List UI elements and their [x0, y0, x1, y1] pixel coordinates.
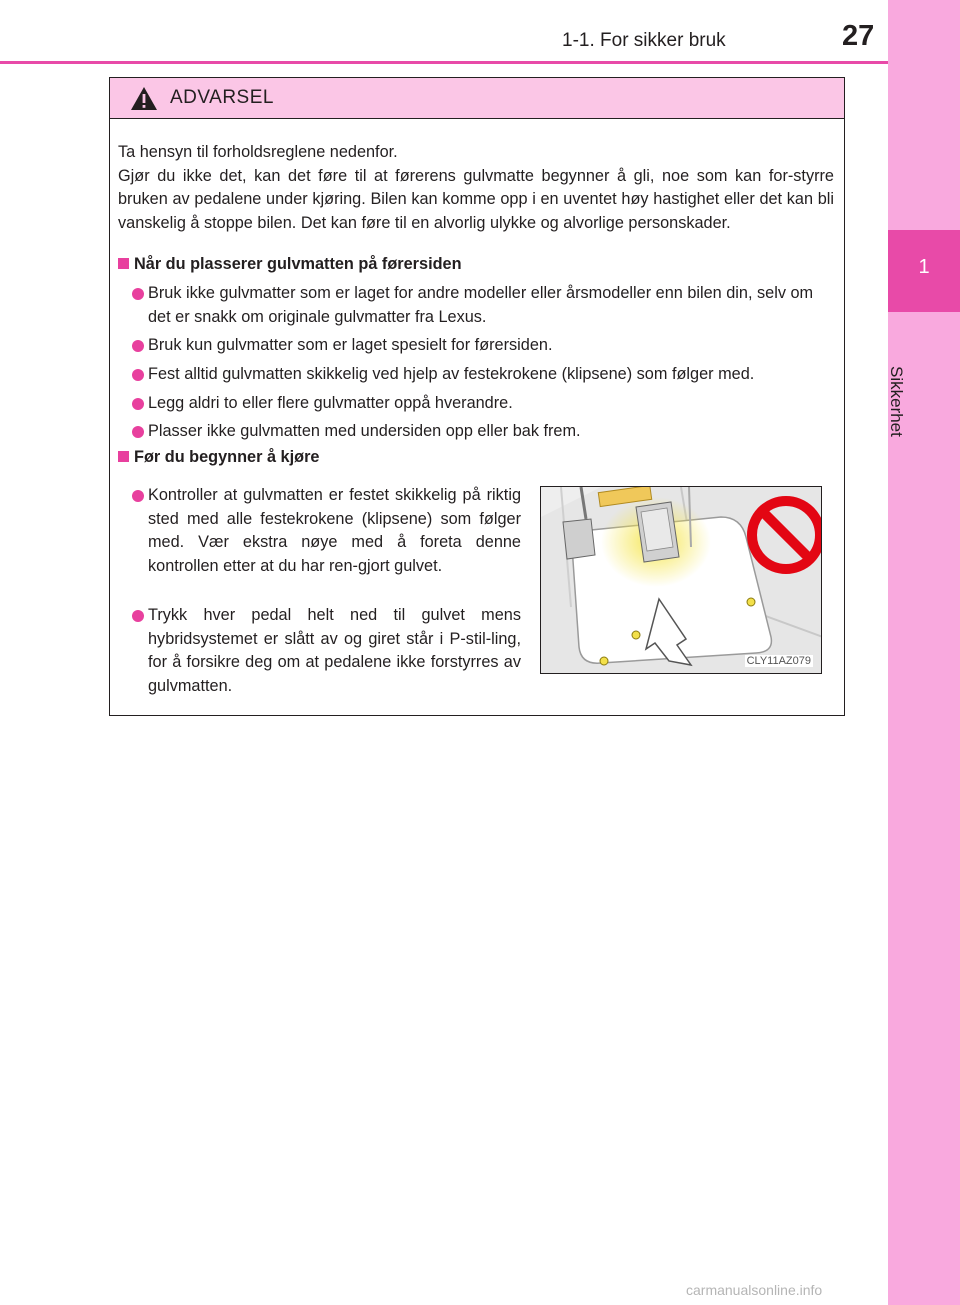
side-strip: [888, 0, 960, 1305]
list-item: [132, 282, 840, 329]
round-bullet-icon: [132, 369, 144, 381]
list-item-text: Plasser ikke gulvmatten med undersiden opp eller bak frem.: [148, 422, 581, 440]
section-heading-text: Før du begynner å kjøre: [134, 448, 320, 466]
section-heading-text: Når du plasserer gulvmatten på førersiden: [134, 255, 462, 273]
pedal-floor-mat-drawing: [541, 487, 822, 674]
list-item-text: Legg aldri to eller flere gulvmatter oppå hverandre.: [148, 394, 513, 412]
round-bullet-icon: [132, 426, 144, 438]
square-bullet-icon: [118, 451, 129, 462]
chapter-number: 1: [918, 256, 930, 278]
list-item: [132, 420, 840, 444]
list-item-text: Bruk kun gulvmatter som er laget spesielt for førersiden.: [148, 336, 553, 354]
section-heading-driver-mat: [118, 255, 462, 274]
round-bullet-icon: [132, 288, 144, 300]
header-rule: [0, 61, 888, 64]
list-item: [132, 392, 840, 416]
list-item: [132, 484, 521, 578]
warning-title: ADVARSEL: [170, 87, 274, 108]
intro-line-2: Gjør du ikke det, kan det føre til at førerens gulvmatte begynner å gli, noe som kan for-styrre bruken av pedalene under kjøring. Bilen kan komme opp i en uventet høy hastighet eller det kan bli vanskelig å stoppe bilen. Det kan føre til en alvorlig ulykke og alvorlige personskader.: [118, 166, 834, 232]
chapter-label: Sikkerhet: [887, 366, 906, 437]
round-bullet-icon: [132, 610, 144, 622]
list-item-text: Fest alltid gulvmatten skikkelig ved hjelp av festekrokene (klipsene) som følger med.: [148, 365, 755, 383]
list-item-text: Trykk hver pedal helt ned til gulvet mens hybridsystemet er slått av og giret står i P-stil-ling, for å forsikre deg om at pedalene ikke forstyrres av gulvmatten.: [148, 606, 521, 695]
figure-code: CLY11AZ079: [746, 655, 811, 667]
round-bullet-icon: [132, 398, 144, 410]
warning-intro: [118, 141, 834, 235]
list-item: [132, 363, 840, 387]
square-bullet-icon: [118, 258, 129, 269]
watermark: carmanualsonline.info: [686, 1282, 823, 1298]
warning-header: [110, 78, 844, 119]
list-item-text: Bruk ikke gulvmatter som er laget for andre modeller eller årsmodeller enn bilen din, selv om det er snakk om originale gulvmatter fra Lexus.: [148, 284, 814, 326]
intro-line-1: Ta hensyn til forholdsreglene nedenfor.: [118, 143, 398, 161]
round-bullet-icon: [132, 490, 144, 502]
page-number: 27: [842, 20, 875, 52]
floor-mat-illustration: [540, 486, 822, 674]
warning-box: [109, 77, 845, 716]
section-heading-before-driving: [118, 448, 319, 467]
list-item: [132, 604, 521, 698]
round-bullet-icon: [132, 340, 144, 352]
list-item: [132, 334, 840, 358]
warning-triangle-icon: [130, 86, 158, 111]
list-item-text: Kontroller at gulvmatten er festet skikkelig på riktig sted med alle festekrokene (klipsene) som følger med. Vær ekstra nøye med å foreta denne kontrollen etter at du har ren-gjort gulvet.: [148, 486, 521, 575]
section-title: 1-1. For sikker bruk: [562, 30, 726, 51]
